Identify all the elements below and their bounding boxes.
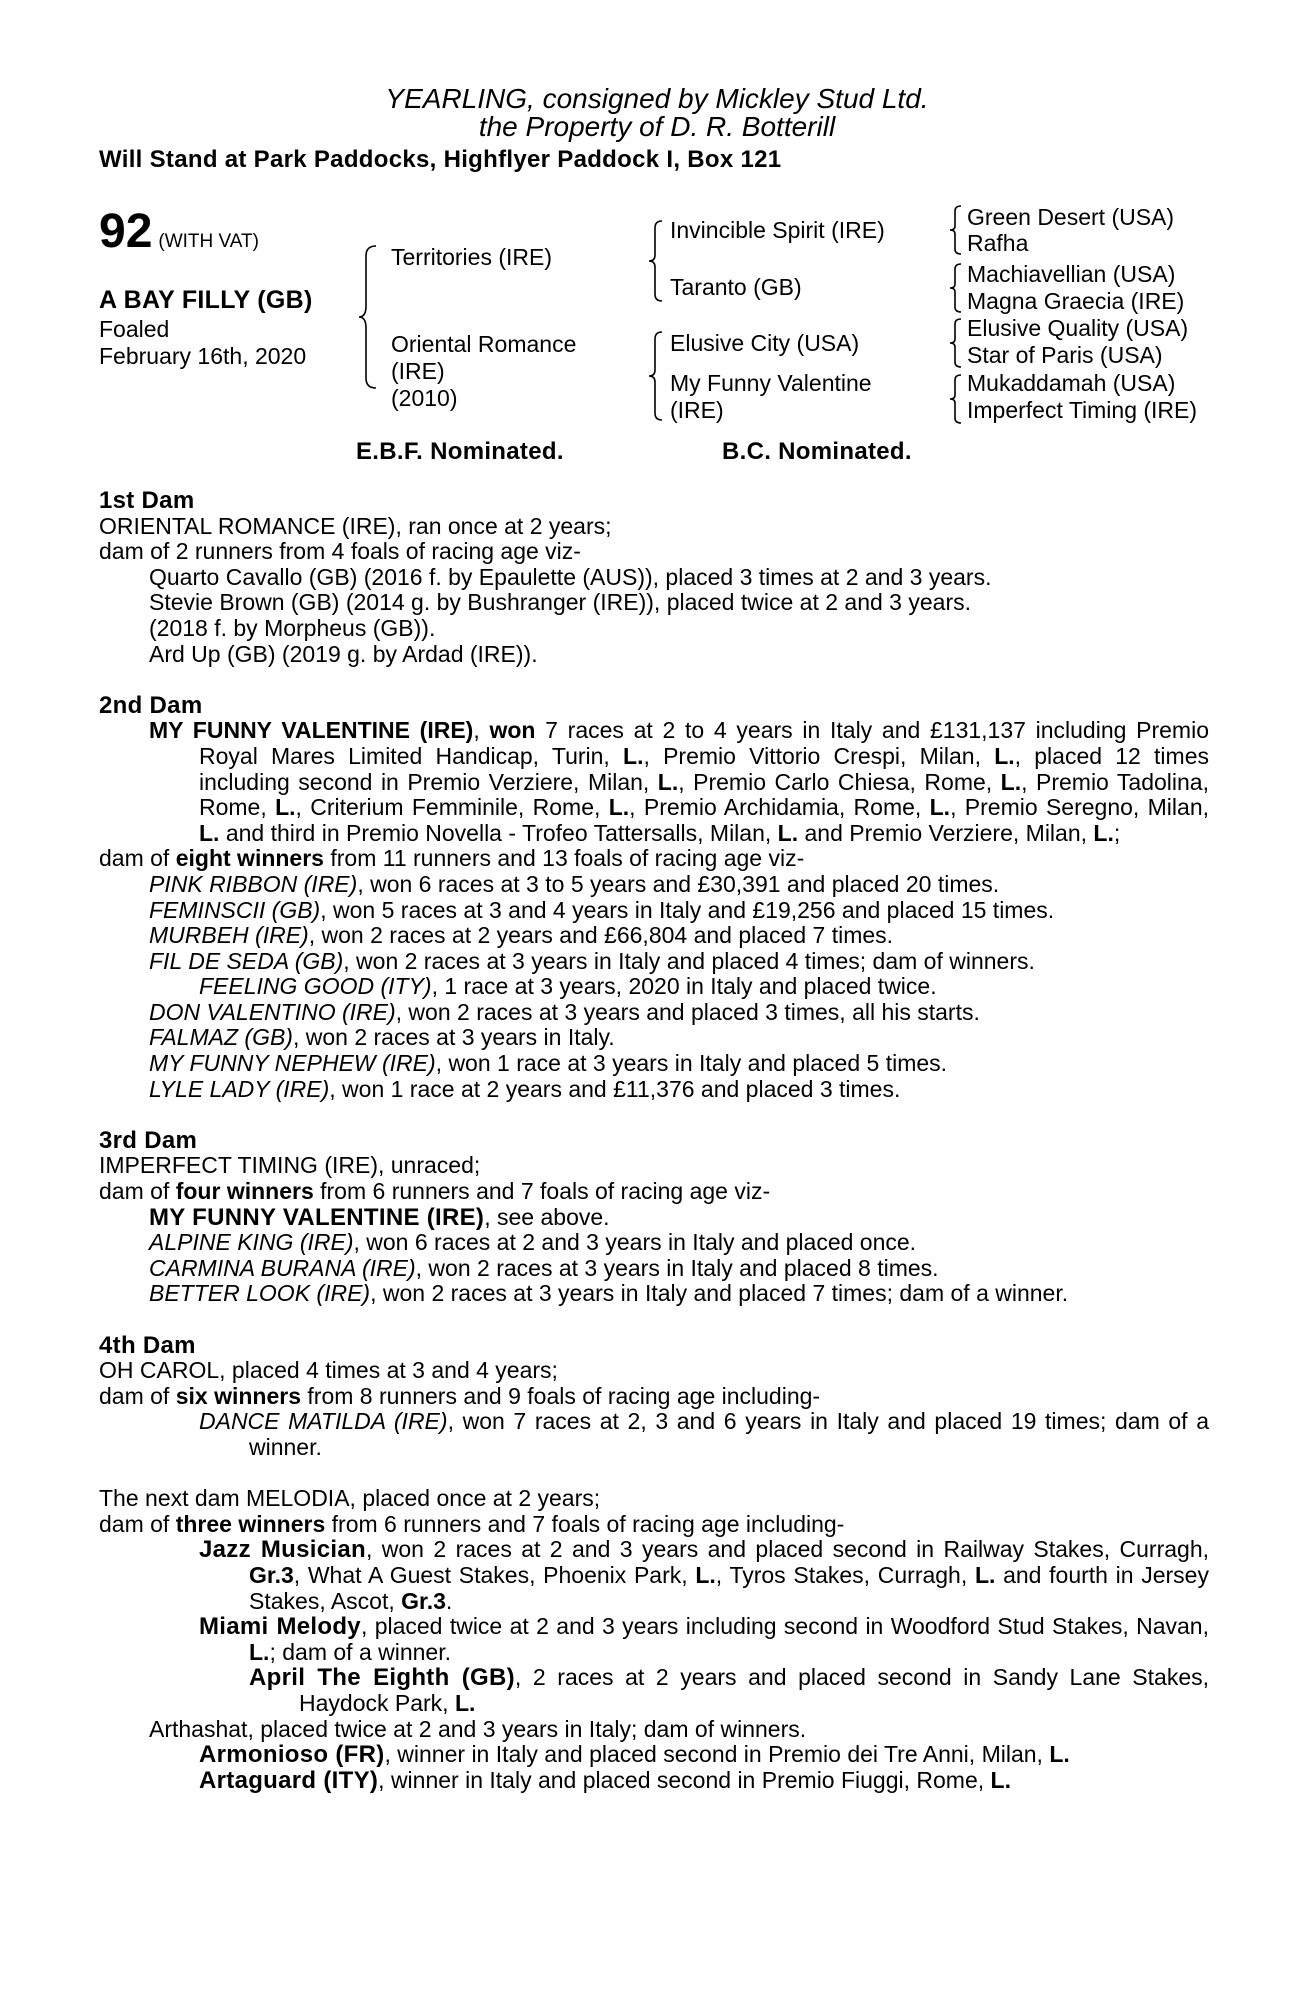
brace-gen2-bottom [648, 330, 664, 422]
fourth-dam-section [99, 1333, 1209, 1461]
grand-foal-entry [99, 1768, 1209, 1794]
text-run: 7 races at 2 to 4 years in Italy and £131,137 including Premio Royal Mares Limited Handicap, Turin, [199, 717, 1209, 769]
foal-name: Armonioso (FR) [199, 1741, 385, 1769]
text-run: , Premio Archidamia, Rome, [629, 794, 930, 821]
listed-mark: L. [1000, 768, 1022, 795]
sire-dam-dam: Magna Graecia (IRE) [967, 288, 1185, 314]
foal-record: , 1 race at 3 years, 2020 in Italy and placed twice. [431, 973, 937, 1000]
text-run: , won 2 races at 2 and 3 years and placed second in Railway Stakes, Curragh, [365, 1536, 1209, 1563]
listed-mark: L. [1093, 819, 1114, 846]
third-dam-heading: 3rd Dam [99, 1126, 198, 1154]
sire-sire-dam: Rafha [967, 230, 1029, 256]
listed-mark: L. [1049, 1741, 1070, 1768]
produce-record [99, 488, 1209, 1819]
text-run: from 11 runners and 13 foals of racing age viz- [323, 845, 805, 872]
brace-gen3-2 [949, 262, 963, 314]
foal-entry [99, 1025, 1209, 1051]
text-run: , [473, 717, 490, 744]
dam-dam [670, 370, 872, 424]
foaled-info [99, 316, 306, 370]
foal-entry [99, 1537, 1209, 1614]
foal-name: MY FUNNY VALENTINE (IRE) [149, 1203, 485, 1231]
foal-name: FEELING GOOD (ITY) [199, 973, 432, 1000]
third-dam-section [99, 1128, 1209, 1307]
listed-mark: L. [623, 742, 644, 769]
foal-name: DON VALENTINO (IRE) [149, 998, 396, 1025]
group-mark: Gr.3 [401, 1587, 446, 1614]
text-run: and Premio Verziere, Milan, [798, 819, 1094, 846]
winners-count: eight winners [175, 845, 324, 872]
text-run: ; [1113, 819, 1121, 846]
foal-record: , won 2 races at 3 years in Italy. [292, 1024, 615, 1051]
foal-record: , see above. [484, 1203, 610, 1230]
brace-gen1 [358, 244, 378, 390]
foal-entry: Arthashat, placed twice at 2 and 3 years in Italy; dam of winners. [149, 1715, 807, 1742]
text-run: , Premio Seregno, Milan, [950, 794, 1209, 821]
foal-entry [99, 1051, 1209, 1077]
text-run: from 8 runners and 9 foals of racing age including- [301, 1382, 821, 1409]
first-dam-name-line: ORIENTAL ROMANCE (IRE), ran once at 2 years; [99, 512, 612, 539]
first-dam-heading: 1st Dam [99, 487, 195, 514]
foal-name: Miami Melody [199, 1613, 361, 1641]
text-run: , placed twice at 2 and 3 years including second in Woodford Stud Stakes, Navan, [360, 1613, 1209, 1640]
listed-mark: L. [929, 794, 951, 821]
foaled-label: Foaled [99, 316, 170, 342]
sire-sire-sire: Green Desert (USA) [967, 204, 1175, 230]
horse-description: A BAY FILLY (GB) [99, 286, 313, 314]
foal-entry [99, 1409, 1209, 1460]
foal-name: DANCE MATILDA (IRE) [199, 1408, 448, 1435]
text-run: dam of [99, 1382, 176, 1409]
third-dam-produce-summary [99, 1179, 1209, 1205]
foal-name: BETTER LOOK (IRE) [149, 1280, 371, 1307]
foal-entry [99, 872, 1209, 898]
text-run: . [445, 1587, 453, 1614]
foal-record: , won 2 races at 3 years in Italy and placed 7 times; dam of a winner. [370, 1280, 1069, 1307]
foal-record: , won 2 races at 3 years in Italy and placed 4 times; dam of winners. [343, 947, 1035, 974]
vat-note: (WITH VAT) [158, 231, 259, 252]
text-run: dam of [99, 1510, 176, 1537]
foal-entry [99, 1230, 1209, 1256]
listed-mark: L. [994, 742, 1015, 769]
foal-name: PINK RIBBON (IRE) [149, 870, 358, 897]
dam-sire-dam: Star of Paris (USA) [967, 342, 1163, 368]
winners-count: three winners [175, 1510, 326, 1537]
text-run: and fourth in Jersey Stakes, Ascot, [249, 1561, 1209, 1614]
text-run: , winner in Italy and placed second in Premio Fiuggi, Rome, [378, 1766, 991, 1793]
second-dam-heading: 2nd Dam [99, 691, 203, 719]
text-run: , winner in Italy and placed second in Premio dei Tre Anni, Milan, [384, 1741, 1050, 1768]
foal-record: , won 6 races at 2 and 3 years in Italy and placed once. [353, 1229, 917, 1256]
text-run: , placed 12 times including second in Premio Verziere, Milan, [199, 742, 1209, 795]
text-run: , Premio Tadolina, Rome, [199, 768, 1209, 821]
winners-count: six winners [175, 1382, 301, 1409]
dam-year: (2010) [391, 385, 458, 411]
listed-mark: L. [974, 1561, 996, 1588]
fourth-dam-name-line: OH CAROL, placed 4 times at 3 and 4 years; [99, 1357, 558, 1384]
text-run: dam of [99, 845, 176, 872]
listed-mark: L. [695, 1561, 716, 1588]
foal-record: , won 2 races at 3 years and placed 3 times, all his starts. [395, 998, 980, 1025]
dam [391, 331, 576, 412]
dam-dam-country: (IRE) [670, 397, 724, 423]
bc-nomination: B.C. Nominated. [722, 438, 912, 465]
foal-record: , won 6 races at 3 to 5 years and £30,391 and placed 20 times. [357, 870, 1000, 897]
text-run: from 6 runners and 7 foals of racing age viz- [313, 1178, 771, 1205]
group-mark: Gr.3 [249, 1561, 294, 1588]
next-dam-produce-summary [99, 1512, 1209, 1538]
brace-gen2-top [648, 219, 664, 303]
listed-mark: L. [199, 819, 220, 846]
brace-gen3-3 [949, 317, 963, 369]
listed-mark: L. [454, 1689, 476, 1716]
foal-name: Jazz Musician [199, 1536, 366, 1564]
grand-foal-entry [99, 1742, 1209, 1768]
foal-name: LYLE LADY (IRE) [149, 1075, 330, 1102]
foal-entry [99, 898, 1209, 924]
grand-foal-entry [99, 974, 1209, 1000]
ebf-nomination: E.B.F. Nominated. [356, 438, 564, 465]
fourth-dam-produce-summary [99, 1384, 1209, 1410]
property-line: the Property of D. R. Botterill [478, 111, 836, 142]
grand-foal-entry [99, 1665, 1209, 1716]
dam-sire-sire: Elusive Quality (USA) [967, 315, 1189, 341]
winners-count: four winners [175, 1178, 314, 1205]
text-run: from 6 runners and 7 foals of racing age including- [325, 1510, 845, 1537]
foal-name: MY FUNNY NEPHEW (IRE) [149, 1050, 436, 1077]
foal-entry [99, 1205, 1209, 1231]
foal-entry [99, 1256, 1209, 1282]
text-run: , Premio Carlo Chiesa, Rome, [678, 768, 1001, 795]
text-run: ; dam of a winner. [269, 1638, 451, 1665]
sire-dam-sire: Machiavellian (USA) [967, 261, 1176, 287]
dam-country: (IRE) [391, 358, 445, 384]
text-run: , 2 races at 2 years and placed second in Sandy Lane Stakes, Haydock Park, [299, 1664, 1210, 1716]
brace-gen3-1 [949, 204, 963, 256]
listed-mark: L. [275, 794, 296, 821]
dam-dam-dam: Imperfect Timing (IRE) [967, 397, 1198, 423]
listed-mark: L. [990, 1766, 1011, 1793]
foal-name: FIL DE SEDA (GB) [149, 947, 344, 974]
foal-entry [99, 1077, 1209, 1103]
dam-dam-sire: Mukaddamah (USA) [967, 370, 1176, 396]
sire-sire: Invincible Spirit (IRE) [670, 217, 885, 243]
foal-entry: Stevie Brown (GB) (2014 g. by Bushranger (IRE)), placed twice at 2 and 3 years. [149, 589, 971, 616]
foal-name: FALMAZ (GB) [149, 1024, 293, 1051]
dam-dam-name: My Funny Valentine [670, 370, 872, 396]
second-dam-record [99, 718, 1209, 846]
sire-dam: Taranto (GB) [670, 274, 802, 300]
foal-record: , won 1 race at 3 years in Italy and placed 5 times. [435, 1050, 948, 1077]
second-dam-name: MY FUNNY VALENTINE (IRE) [149, 717, 474, 744]
foal-name: ALPINE KING (IRE) [149, 1229, 354, 1256]
foal-name: Artaguard (ITY) [199, 1766, 379, 1794]
first-dam-section [99, 488, 1209, 667]
text-run: won [489, 717, 536, 744]
consignor-line: YEARLING, consigned by Mickley Stud Ltd. [385, 83, 929, 114]
foal-name: MURBEH (IRE) [149, 922, 309, 949]
text-run: , Premio Vittorio Crespi, Milan, [643, 742, 995, 769]
brace-gen3-4 [949, 373, 963, 425]
foal-entry: Quarto Cavallo (GB) (2016 f. by Epaulette (AUS)), placed 3 times at 2 and 3 years. [149, 563, 992, 590]
foal-record: , won 2 races at 3 years in Italy and placed 8 times. [415, 1254, 939, 1281]
foal-entry [99, 1614, 1209, 1665]
second-dam-produce-summary [99, 846, 1209, 872]
foal-entry [99, 949, 1209, 975]
text-run: dam of [99, 1178, 176, 1205]
dam-name: Oriental Romance [391, 331, 577, 357]
dam-sire: Elusive City (USA) [670, 330, 860, 356]
next-dam-section [99, 1486, 1209, 1793]
lot-block [99, 204, 259, 260]
foal-entry [99, 923, 1209, 949]
second-dam-section [99, 693, 1209, 1103]
foal-name: FEMINSCII (GB) [149, 896, 321, 923]
foal-entry: Ard Up (GB) (2019 g. by Ardad (IRE)). [149, 640, 538, 667]
sire: Territories (IRE) [391, 244, 553, 270]
text-run: , Criterium Femminile, Rome, [295, 794, 609, 821]
third-dam-name-line: IMPERFECT TIMING (IRE), unraced; [99, 1152, 481, 1179]
foal-record: , won 2 races at 2 years and £66,804 and placed 7 times. [308, 922, 894, 949]
listed-mark: L. [249, 1638, 270, 1665]
text-run: , Tyros Stakes, Curragh, [715, 1561, 975, 1588]
lot-number: 92 [99, 205, 153, 258]
listed-mark: L. [608, 794, 630, 821]
foal-record: , won 1 race at 2 years and £11,376 and placed 3 times. [329, 1075, 901, 1102]
foal-entry [99, 1000, 1209, 1026]
text-run: , What A Guest Stakes, Phoenix Park, [293, 1561, 696, 1588]
listed-mark: L. [777, 819, 799, 846]
next-dam-name-line: The next dam MELODIA, placed once at 2 years; [99, 1485, 601, 1512]
foal-entry [99, 1281, 1209, 1307]
foaled-date: February 16th, 2020 [99, 343, 307, 369]
foal-name: April The Eighth (GB) [249, 1664, 515, 1692]
foal-entry: (2018 f. by Morpheus (GB)). [149, 614, 436, 641]
listed-mark: L. [657, 768, 679, 795]
first-dam-produce-summary: dam of 2 runners from 4 foals of racing age viz- [99, 538, 581, 565]
fourth-dam-heading: 4th Dam [99, 1331, 196, 1359]
text-run: and third in Premio Novella - Trofeo Tattersalls, Milan, [219, 819, 778, 846]
foal-record: , won 7 races at 2, 3 and 6 years in Italy and placed 19 times; dam of a winner. [249, 1408, 1209, 1460]
stable-location: Will Stand at Park Paddocks, Highflyer Paddock I, Box 121 [99, 146, 782, 173]
foal-record: , won 5 races at 3 and 4 years in Italy and £19,256 and placed 15 times. [320, 896, 1055, 923]
foal-name: CARMINA BURANA (IRE) [149, 1254, 416, 1281]
